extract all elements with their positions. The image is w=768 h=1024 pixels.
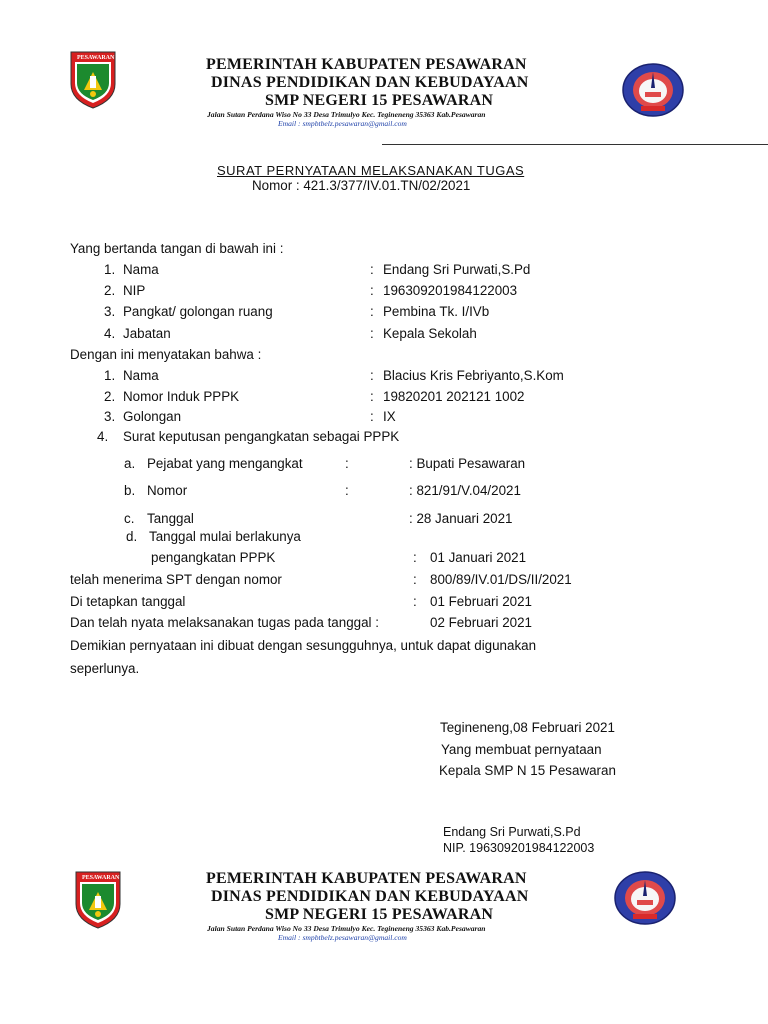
ditetapkan-label: Di tetapkan tanggal bbox=[70, 594, 186, 609]
declare-text: Dengan ini menyatakan bahwa : bbox=[70, 347, 262, 362]
signer-label: Pangkat/ golongan ruang bbox=[123, 304, 273, 319]
subject-value: Blacius Kris Febriyanto,S.Kom bbox=[383, 368, 564, 383]
colon: : bbox=[345, 483, 349, 498]
school-email: Email : smpbtbelz.pesawaran@gmail.com bbox=[278, 933, 407, 942]
subject-num: 1. bbox=[104, 368, 116, 383]
signer-num: 3. bbox=[104, 304, 116, 319]
sk-item-label-continued: pengangkatan PPPK bbox=[151, 550, 276, 565]
left-logo-text: PESAWARAN bbox=[82, 875, 120, 881]
sk-item-value: 01 Januari 2021 bbox=[430, 550, 527, 565]
signature-nip: NIP. 196309201984122003 bbox=[443, 841, 595, 855]
colon: : bbox=[370, 368, 374, 383]
sk-item-label: Tanggal mulai berlakunya bbox=[149, 529, 301, 544]
school-address: Jalan Sutan Perdana Wiso No 33 Desa Trimulyo Kec. Tegineneng 35363 Kab.Pesawaran bbox=[207, 924, 486, 933]
school-address: Jalan Sutan Perdana Wiso No 33 Desa Trimulyo Kec. Tegineneng 35363 Kab.Pesawaran bbox=[207, 110, 486, 119]
document-number: Nomor : 421.3/377/IV.01.TN/02/2021 bbox=[252, 178, 471, 193]
signer-value: 196309201984122003 bbox=[383, 283, 518, 298]
colon: : bbox=[370, 326, 374, 341]
sk-item-letter: a. bbox=[124, 456, 136, 471]
sk-item-label: Tanggal bbox=[147, 511, 194, 526]
left-logo-text: PESAWARAN bbox=[77, 55, 115, 61]
school-name: SMP NEGERI 15 PESAWARAN bbox=[265, 906, 494, 923]
sk-item-letter: b. bbox=[124, 483, 136, 498]
colon: : bbox=[413, 572, 417, 587]
sk-item-value: : 28 Januari 2021 bbox=[409, 511, 513, 526]
sk-label: Surat keputusan pengangkatan sebagai PPPK bbox=[123, 429, 400, 444]
subject-label: Nomor Induk PPPK bbox=[123, 389, 240, 404]
colon: : bbox=[413, 550, 417, 565]
document-title: SURAT PERNYATAAN MELAKSANAKAN TUGAS bbox=[217, 163, 525, 178]
signer-value: Kepala Sekolah bbox=[383, 326, 477, 341]
sk-item-value: : 821/91/V.04/2021 bbox=[409, 483, 521, 498]
intro-text: Yang bertanda tangan di bawah ini : bbox=[70, 241, 284, 256]
colon: : bbox=[370, 304, 374, 319]
signer-label: Jabatan bbox=[123, 326, 171, 341]
signer-value: Endang Sri Purwati,S.Pd bbox=[383, 262, 531, 277]
header-divider bbox=[382, 144, 768, 145]
ditetapkan-value: 01 Februari 2021 bbox=[430, 594, 532, 609]
colon: : bbox=[370, 283, 374, 298]
signature-role-line-2: Kepala SMP N 15 Pesawaran bbox=[439, 763, 616, 778]
school-email: Email : smpbtbelz.pesawaran@gmail.com bbox=[278, 119, 407, 128]
signer-num: 2. bbox=[104, 283, 116, 298]
subject-num: 2. bbox=[104, 389, 116, 404]
colon: : bbox=[370, 389, 374, 404]
colon: : bbox=[413, 594, 417, 609]
signature-name: Endang Sri Purwati,S.Pd bbox=[443, 825, 581, 839]
spt-label: telah menerima SPT dengan nomor bbox=[70, 572, 282, 587]
closing-line-2: seperlunya. bbox=[70, 661, 140, 676]
signer-label: NIP bbox=[123, 283, 146, 298]
school-emblem-icon bbox=[613, 870, 677, 926]
school-emblem-icon bbox=[621, 62, 685, 118]
gov-name: PEMERINTAH KABUPATEN PESAWARAN bbox=[206, 56, 527, 73]
nyata-value: 02 Februari 2021 bbox=[430, 615, 532, 630]
signature-role-line-1: Yang membuat pernyataan bbox=[441, 742, 602, 757]
sk-item-letter: d. bbox=[126, 529, 138, 544]
subject-value: IX bbox=[383, 409, 396, 424]
signer-num: 4. bbox=[104, 326, 116, 341]
subject-label: Nama bbox=[123, 368, 159, 383]
signer-value: Pembina Tk. I/IVb bbox=[383, 304, 490, 319]
subject-num: 3. bbox=[104, 409, 116, 424]
colon: : bbox=[370, 262, 374, 277]
sk-num: 4. bbox=[97, 429, 109, 444]
gov-name: PEMERINTAH KABUPATEN PESAWARAN bbox=[206, 870, 527, 887]
colon: : bbox=[345, 456, 349, 471]
subject-value: 19820201 202121 1002 bbox=[383, 389, 525, 404]
spt-value: 800/89/IV.01/DS/II/2021 bbox=[430, 572, 572, 587]
sk-item-letter: c. bbox=[124, 511, 135, 526]
subject-label: Golongan bbox=[123, 409, 182, 424]
signer-num: 1. bbox=[104, 262, 116, 277]
sk-item-value: : Bupati Pesawaran bbox=[409, 456, 526, 471]
sk-item-label: Pejabat yang mengangkat bbox=[147, 456, 303, 471]
school-name: SMP NEGERI 15 PESAWARAN bbox=[265, 92, 494, 109]
nyata-label: Dan telah nyata melaksanakan tugas pada tanggal : bbox=[70, 615, 379, 630]
signer-label: Nama bbox=[123, 262, 159, 277]
sk-item-label: Nomor bbox=[147, 483, 188, 498]
signature-place-date: Tegineneng,08 Februari 2021 bbox=[440, 720, 615, 735]
colon: : bbox=[370, 409, 374, 424]
agency-name: DINAS PENDIDIKAN DAN KEBUDAYAAN bbox=[211, 888, 529, 905]
agency-name: DINAS PENDIDIKAN DAN KEBUDAYAAN bbox=[211, 74, 529, 91]
closing-line-1: Demikian pernyataan ini dibuat dengan sesungguhnya, untuk dapat digunakan bbox=[70, 638, 537, 653]
